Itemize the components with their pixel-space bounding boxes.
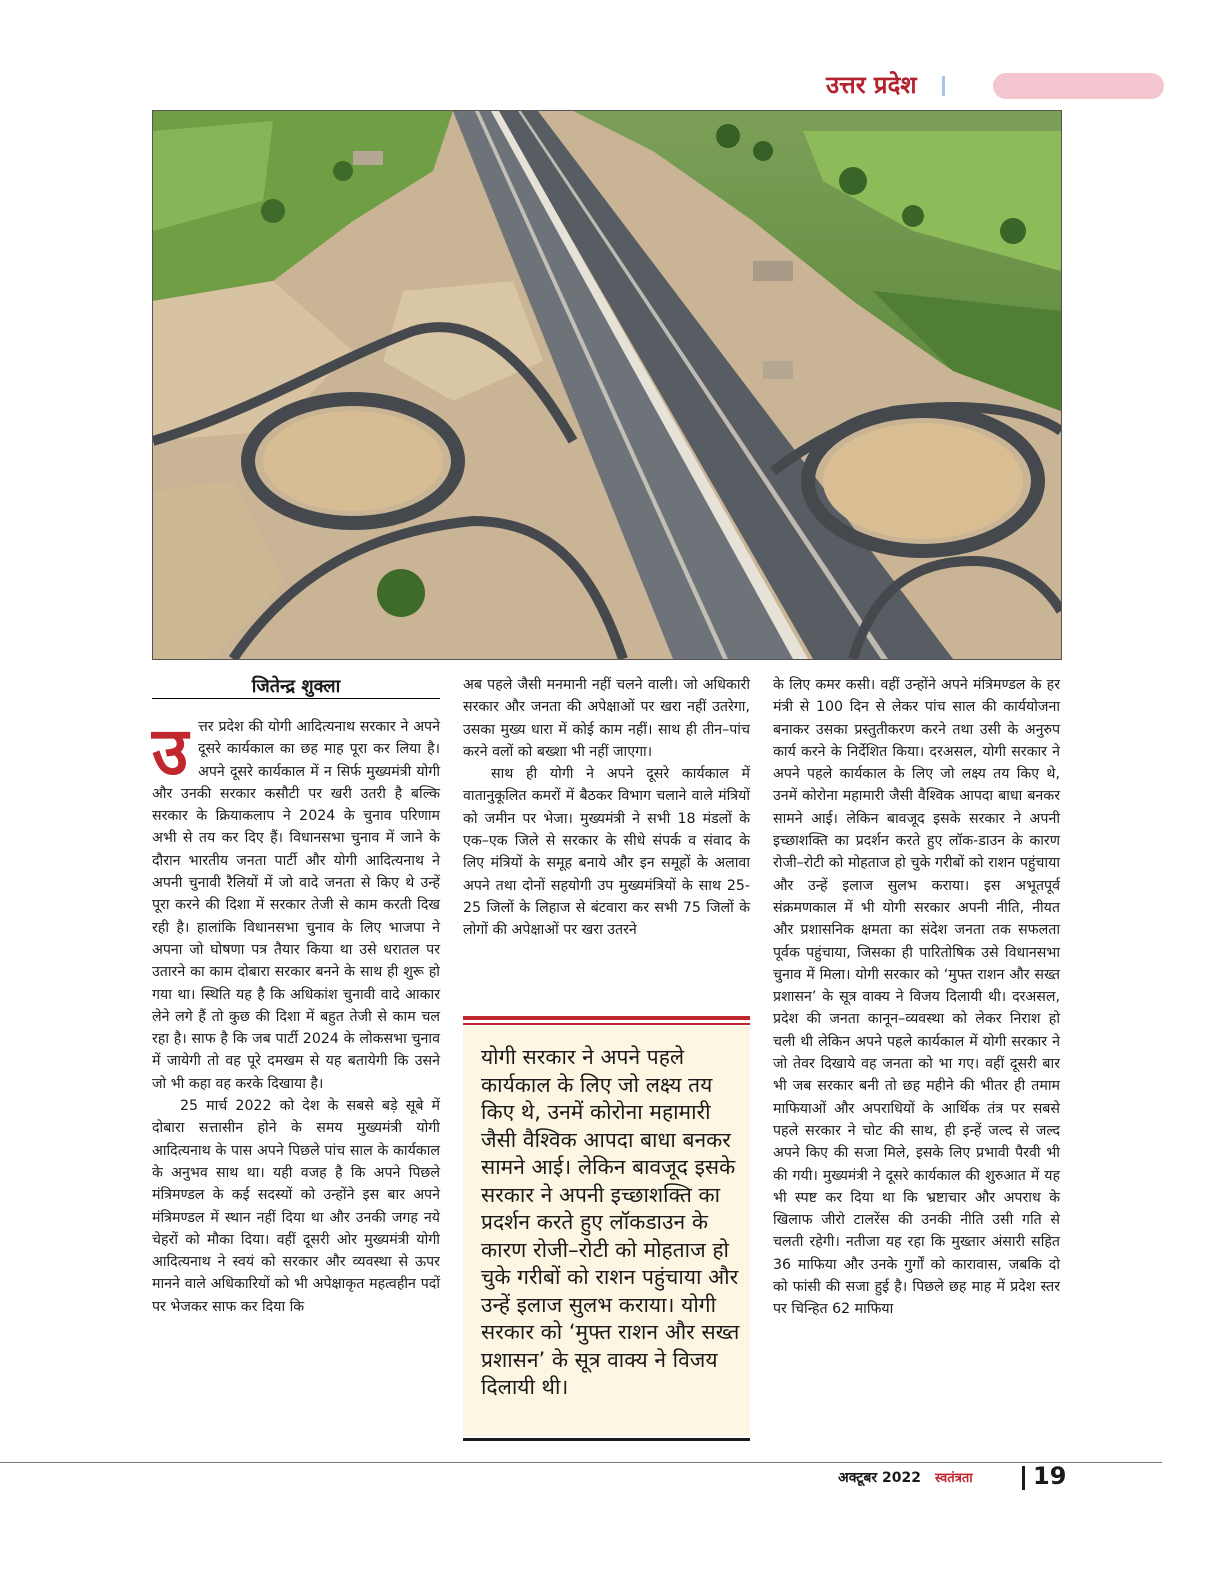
paragraph: साथ ही योगी ने अपने दूसरे कार्यकाल में वातानुकूलित कमरों में बैठकर विभाग चलाने वाले मंत्रियों को जमीन पर भेजा। मुख्यमंत्री ने सभी 18 मंडलों के एक–एक जिले से सरकार के सीधे संपर्क व संवाद के लिए मंत्रियों के समूह बनाये और इन समूहों के अलावा अपने तथा दोनों सहयोगी उप मुख्यमंत्रियों के साथ 25-25 जिलों के लिहाज से बंटवारा कर सभी 75 जिलों के लोगों की अपेक्षाओं पर खरा उतरने (463, 766, 750, 939)
page-number: 19 (1033, 1462, 1067, 1490)
footer-rule (0, 1462, 1162, 1463)
pullquote-text: योगी सरकार ने अपने पहले कार्यकाल के लिए जो लक्ष्य तय किए थे, उनमें कोरोना महामारी जैसी वैश्विक आपदा बाधा बनकर सामने आई। लेकिन बावजूद इसके सरकार ने अपनी इच्छाशक्ति का प्रदर्शन करते हुए लॉकडाउन के कारण रोजी–रोटी को मोहताज हो चुके गरीबों को राशन पहुंचाया और उन्हें इलाज सुलभ कराया। योगी सरकार को ‘मुफ्त राशन और सख्त प्रशासन’ के सूत्र वाक्य ने विजय दिलायी थी। (481, 1045, 740, 1399)
pullquote-rule (463, 1023, 750, 1025)
drop-cap: उ (152, 713, 189, 790)
author-byline: जितेन्द्र शुक्ला (251, 676, 341, 697)
footer-divider (1022, 1466, 1025, 1490)
section-pill (993, 73, 1164, 99)
section-divider (942, 76, 945, 96)
issue-date: अक्टूबर 2022 (838, 1470, 921, 1486)
article-column-3 (773, 674, 1060, 1321)
pullquote (463, 1026, 750, 1436)
article-column-2 (463, 674, 750, 942)
expressway-aerial-photo (152, 110, 1062, 660)
pullquote-rule (463, 1016, 750, 1020)
section-title: उत्तर प्रदेश (826, 71, 917, 99)
paragraph: के लिए कमर कसी। वहीं उन्होंने अपने मंत्रिमण्डल के हर मंत्री से 100 दिन से लेकर पांच साल की कार्ययोजना बनाकर उसका प्रस्तुतीकरण करने तथा उसी के अनुरुप कार्य करने के निर्देशित किया। दरअसल, योगी सरकार ने अपने पहले कार्यकाल के लिए जो लक्ष्य तय किए थे, उनमें कोरोना महामारी जैसी वैश्विक आपदा बाधा बनकर सामने आई। लेकिन बावजूद इसके सरकार ने अपनी इच्छाशक्ति का प्रदर्शन करते हुए लॉक-डाउन के कारण रोजी–रोटी को मोहताज हो चुके गरीबों को राशन पहुंचाया और उन्हें इलाज सुलभ कराया। इस अभूतपूर्व संक्रमणकाल में भी योगी सरकार अपनी नीति, नीयत और प्रशासनिक क्षमता का संदेश जनता तक सफलता पूर्वक पहुंचाया, जिसका ही पारितोषिक उसे विधानसभा चुनाव में मिला। योगी सरकार को ‘मुफ्त राशन और सख्त प्रशासन’ के सूत्र वाक्य ने विजय दिलायी थी। दरअसल, प्रदेश की जनता कानून–व्यवस्था को लेकर निराश हो चली थी लेकिन अपने पहले कार्यकाल में योगी सरकार ने जो तेवर दिखाये वह जनता को भा गए। वहीं दूसरी बार भी जब सरकार बनी तो छह महीने की भीतर ही तमाम माफियाओं और अपराधियों के आर्थिक तंत्र पर सबसे पहले सरकार ने चोट की साथ, ही इन्हें जल्द से जल्द अपने किए की सजा मिले, इसके लिए प्रभावी पैरवी भी की गयी। मुख्यमंत्री ने दूसरे कार्यकाल की शुरुआत में यह भी स्पष्ट कर दिया था कि भ्रष्टाचार और अपराध के खिलाफ जीरो टालरेंस की उनकी नीति उसी गति से चलती रहेगी। नतीजा यह रहा कि मुख्तार अंसारी सहित 36 माफिया और उनके गुर्गों को कारावास, जबकि दो को फांसी की सजा हुई है। पिछले छह माह में प्रदेश स्तर पर चिन्हित 62 माफिया (773, 677, 1060, 1318)
pullquote-rule (463, 1438, 750, 1441)
byline-rule (152, 698, 440, 699)
paragraph: 25 मार्च 2022 को देश के सबसे बड़े सूबे में दोबारा सत्तासीन होने के समय मुख्यमंत्री योगी आदित्यनाथ के पास अपने पिछले पांच साल के कार्यकाल के अनुभव साथ था। यही वजह है कि अपने पिछले मंत्रिमण्डल के कई सदस्यों को उन्होंने इस बार अपने मंत्रिमण्डल में स्थान नहीं दिया था और उनकी जगह नये चेहरों को मौका दिया। वहीं दूसरी ओर मुख्यमंत्री योगी आदित्यनाथ ने स्वयं को सरकार और व्यवस्था से ऊपर मानने वाले अधिकारियों को भी अपेक्षाकृत महत्वहीन पदों पर भेजकर साफ कर दिया कि (152, 1098, 440, 1315)
paragraph: त्तर प्रदेश की योगी आदित्यनाथ सरकार ने अपने दूसरे कार्यकाल का छह माह पूरा कर लिया है। अपने दूसरे कार्यकाल में न सिर्फ मुख्यमंत्री योगी और उनकी सरकार कसौटी पर खरी उतरी है बल्कि सरकार के क्रियाकलाप ने 2024 के चुनाव परिणाम अभी से तय कर दिए हैं। विधानसभा चुनाव में जाने के दौरान भारतीय जनता पार्टी और योगी आदित्यनाथ ने अपनी चुनावी रैलियों में जो वादे जनता से किए थे उन्हें पूरा करने की दिशा में सरकार तेजी से काम करती दिख रही है। हालांकि विधानसभा चुनाव के लिए भाजपा ने अपना जो घोषणा पत्र तैयार किया था उसे धरातल पर उतारने का काम दोबारा सरकार बनने के साथ ही शुरू हो गया था। स्थिति यह है कि अधिकांश चुनावी वादे आकार लेने लगे हैं तो कुछ की दिशा में बहुत तेजी से काम चल रहा है। साफ है कि जब पार्टी 2024 के लोकसभा चुनाव में जायेगी तो वह पूरे दमखम से यह बतायेगी कि उसने जो भी कहा वह करके दिखाया है। (152, 719, 440, 1092)
paragraph: अब पहले जैसी मनमानी नहीं चलने वाली। जो अधिकारी सरकार और जनता की अपेक्षाओं पर खरा नहीं उतरेगा, उसका मुख्य धारा में कोई काम नहीं। साथ ही तीन–पांच करने वलों को बख्शा भी नहीं जाएगा। (463, 677, 750, 760)
magazine-logo: स्वतंत्रता (935, 1471, 973, 1486)
article-column-1 (152, 713, 440, 1318)
